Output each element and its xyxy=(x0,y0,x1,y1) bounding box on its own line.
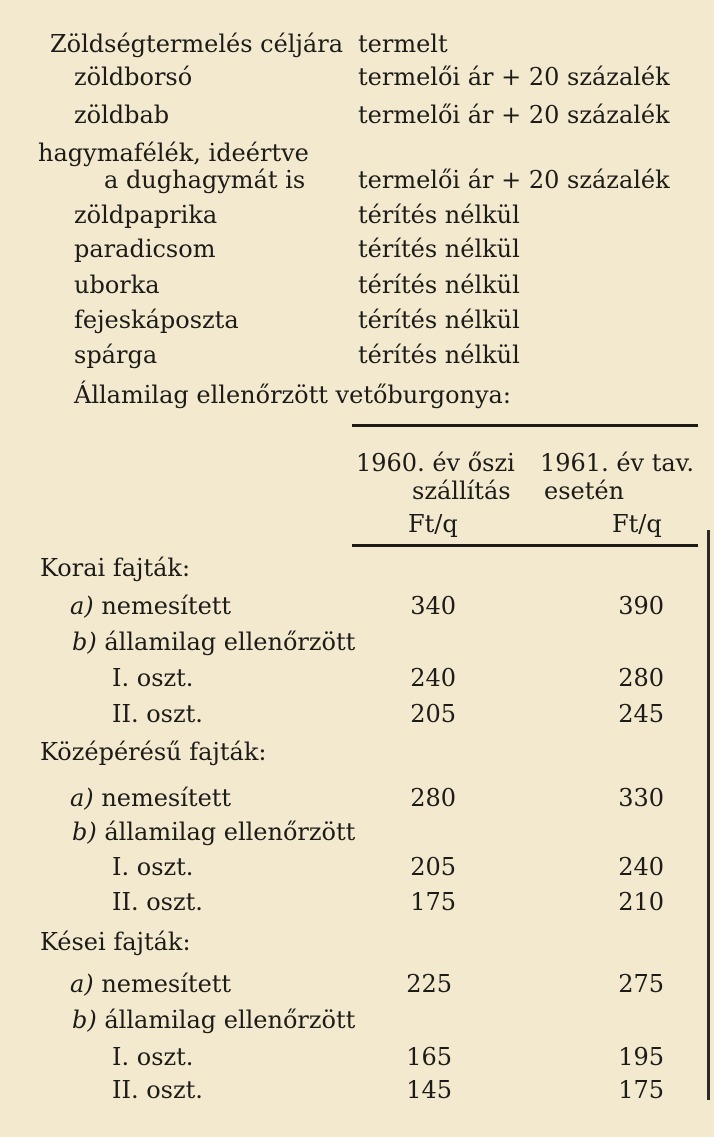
value-1960: 225 xyxy=(406,970,452,998)
row-a xyxy=(70,970,231,998)
class-2-label: II. oszt. xyxy=(112,1076,203,1104)
row-label: a) xyxy=(70,592,94,620)
item-price: termelői ár + 20 százalék xyxy=(358,166,670,194)
row-a xyxy=(70,592,231,620)
value-1961: 275 xyxy=(618,970,664,998)
row-label: a) xyxy=(70,784,94,812)
value-1960: 205 xyxy=(410,700,456,728)
col1-header-line1: 1960. év őszi xyxy=(356,449,515,477)
value-1960: 145 xyxy=(406,1076,452,1104)
col2-header-line1: 1961. év tav. xyxy=(540,449,695,477)
value-1961: 195 xyxy=(618,1043,664,1071)
value-1961: 280 xyxy=(618,664,664,692)
row-text: nemesített xyxy=(101,592,232,620)
class-2-label: II. oszt. xyxy=(112,700,203,728)
row-b xyxy=(72,1006,355,1034)
value-1960: 175 xyxy=(410,888,456,916)
row-a xyxy=(70,784,231,812)
row-label: a) xyxy=(70,970,94,998)
item-name: uborka xyxy=(74,271,160,299)
item-name: zöldpaprika xyxy=(74,201,218,229)
row-text: államilag ellenőrzött xyxy=(104,818,356,846)
row-text: államilag ellenőrzött xyxy=(104,1006,356,1034)
row-b xyxy=(72,818,355,846)
row-label: b) xyxy=(72,628,97,656)
value-1960: 205 xyxy=(410,853,456,881)
row-label: b) xyxy=(72,818,97,846)
col2-header-line2: esetén xyxy=(544,477,625,505)
table-top-rule xyxy=(352,424,698,427)
row-text: államilag ellenőrzött xyxy=(104,628,356,656)
row-text: nemesített xyxy=(101,784,232,812)
value-1961: 240 xyxy=(618,853,664,881)
potato-heading: Államilag ellenőrzött vetőburgonya: xyxy=(74,381,511,409)
value-1961: 245 xyxy=(618,700,664,728)
value-1960: 165 xyxy=(406,1043,452,1071)
col1-header-line2: szállítás xyxy=(412,477,511,505)
item-price: térítés nélkül xyxy=(358,271,520,299)
item-price: termelői ár + 20 százalék xyxy=(358,101,670,129)
value-1961: 330 xyxy=(618,784,664,812)
value-1960: 280 xyxy=(410,784,456,812)
item-name: fejeskáposzta xyxy=(74,306,239,334)
item-price: termelői ár + 20 százalék xyxy=(358,63,670,91)
item-name: zöldbab xyxy=(74,101,170,129)
table-header-rule xyxy=(352,544,698,547)
col2-unit: Ft/q xyxy=(612,510,662,538)
col1-unit: Ft/q xyxy=(408,510,458,538)
group-title: Kései fajták: xyxy=(40,928,191,956)
item-name: spárga xyxy=(74,341,158,369)
group-title: Középérésű fajták: xyxy=(40,738,267,766)
row-label: b) xyxy=(72,1006,97,1034)
value-1960: 240 xyxy=(410,664,456,692)
page-edge-line xyxy=(707,530,710,1100)
item-name: a dughagymát is xyxy=(104,166,306,194)
row-text: nemesített xyxy=(101,970,232,998)
item-name: hagymafélék, ideértve xyxy=(38,139,309,167)
item-price: térítés nélkül xyxy=(358,235,520,263)
item-price: térítés nélkül xyxy=(358,201,520,229)
class-1-label: I. oszt. xyxy=(112,1043,194,1071)
value-1960: 340 xyxy=(410,592,456,620)
group-title: Korai fajták: xyxy=(40,554,191,582)
class-1-label: I. oszt. xyxy=(112,664,194,692)
class-1-label: I. oszt. xyxy=(112,853,194,881)
intro-heading-right: termelt xyxy=(358,30,448,58)
value-1961: 210 xyxy=(618,888,664,916)
class-2-label: II. oszt. xyxy=(112,888,203,916)
value-1961: 390 xyxy=(618,592,664,620)
value-1961: 175 xyxy=(618,1076,664,1104)
row-b xyxy=(72,628,355,656)
intro-heading-left: Zöldségtermelés céljára xyxy=(50,30,344,58)
item-name: paradicsom xyxy=(74,235,216,263)
item-price: térítés nélkül xyxy=(358,306,520,334)
item-price: térítés nélkül xyxy=(358,341,520,369)
item-name: zöldborsó xyxy=(74,63,193,91)
